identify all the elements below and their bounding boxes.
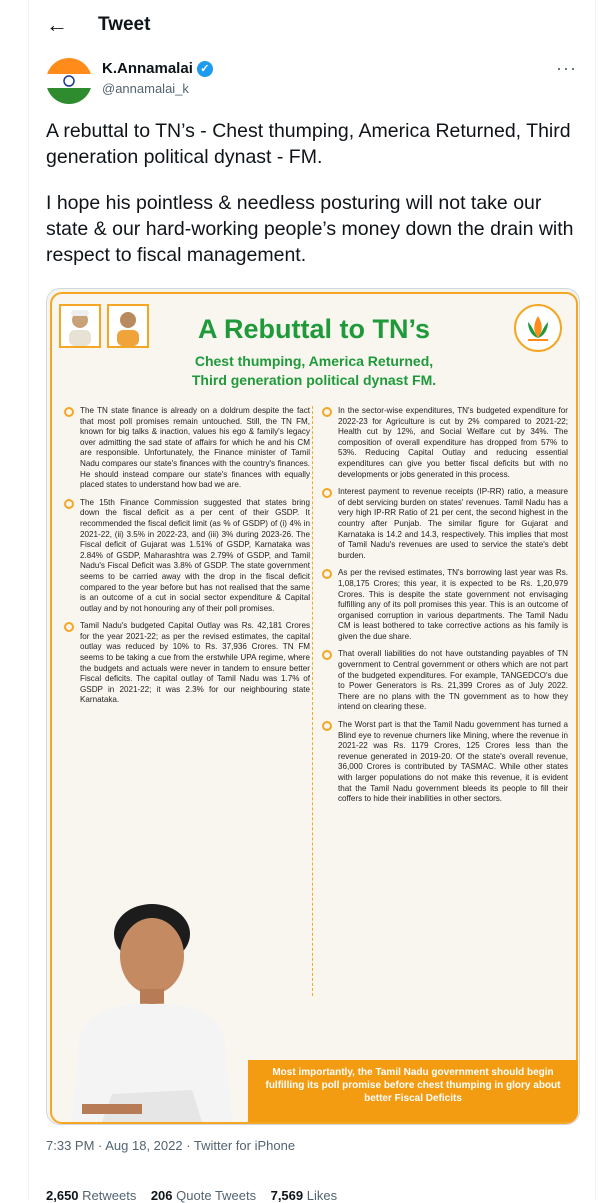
person-photo [52,894,252,1122]
tweet-image[interactable] [46,288,580,1125]
conclusion-banner: Most importantly, the Tamil Nadu government should begin fulfilling its poll promise before chest thumping in glory about better Fiscal Deficits [248,1060,578,1122]
likes-count: 7,569 [270,1188,304,1203]
avatar[interactable] [46,58,92,104]
retweets-stat[interactable] [46,1188,136,1203]
right-column [322,406,568,812]
point-text: In the sector-wise expenditures, TN's budgeted expenditure for 2022-23 for Agriculture is cut by 2% compared to 2021-22; Health cut by 12%, and Social Welfare cut by 34%. The composition of overall expenditure has dropped from 57% to 53%. Reducing Capital Outlay and reducing essential expenditures can give you better fiscal deficits but with no developments or jobs generated in this process. [338,406,568,479]
bullet-circle-icon [322,407,332,417]
quotes-label: Quote Tweets [176,1188,257,1203]
retweets-label: Retweets [82,1188,137,1203]
bullet-circle-icon [64,407,74,417]
tweet-paragraph: A rebuttal to TN’s - Chest thumping, America Returned, Third generation political dynast - FM. [46,120,571,168]
quote-tweets-stat[interactable] [151,1188,256,1203]
author-name[interactable]: K.Annamalai [102,60,193,77]
bullet-circle-icon [64,622,74,632]
flag-avatar-image [46,58,92,104]
quotes-count: 206 [150,1188,173,1203]
point [64,406,310,491]
infographic-subtitle [52,352,576,390]
point [322,487,568,561]
left-column [64,406,310,713]
bullet-circle-icon [322,569,332,579]
point-text: The TN state finance is already on a doldrum despite the fact that most poll promises remain untouched. Still, the TN FM, known for big talks & inaction, values his ego & family's legacy over admitting the sad state of affairs for which he and his CM are responsible. Unfortunately, the Finance minister of Tamil Nadu compares our state's finances with the country's finances. He should instead compare our state's finances with equally placed states to understand how bad we are. [80,406,310,490]
tweet-timestamp[interactable]: 7:33 PM · Aug 18, 2022 · Twitter for iPhone [46,1138,296,1153]
back-arrow-icon[interactable]: ← [46,12,68,37]
point [322,649,568,713]
point-text: That overall liabilities do not have outstanding payables of TN government to Central government or others which are not part of the budgeted expenditures. For example, TANGEDCO's due to Power Generators is Rs. 21,399 Crores as of July 2022. There are no plans with the TN government as to how they intend on clearing these. [338,649,568,712]
top-bar [28,0,594,52]
point-text: As per the revised estimates, TN's borrowing last year was Rs. 1,08,175 Crores; this year, it is expected to be Rs. 1,20,979 Crores. This is despite the state government not envisaging fulfilling any of its poll promises this year. This is an outcome of organised corruption in various departments. The Tamil Nadu CM is least bothered to take corrective actions as his family is given the due share. [338,568,568,641]
point [64,621,310,706]
page-title: Tweet [98,14,151,35]
point-text: Interest payment to revenue receipts (IP-RR) ratio, a measure of debt servicing burden on states' revenues. Tamil Nadu has a very high IP-RR Ratio of 21 per cent, the second highest in the country after Punjab. The similar figure for Gujarat and Karnataka is 14.2 and 14.3, respectively. This implies that most of Tamil Nadu's revenues are used to service the state's debt burden. [338,487,568,560]
infographic-title: A Rebuttal to TN’s [198,314,430,344]
infographic [50,292,578,1124]
bullet-circle-icon [322,488,332,498]
author-handle[interactable]: @annamalai_k [102,81,189,96]
engagement-stats [46,1188,337,1203]
bullet-circle-icon [322,721,332,731]
retweets-count: 2,650 [46,1188,79,1203]
point-text: Tamil Nadu's budgeted Capital Outlay was Rs. 42,181 Crores for the year 2021-22; as per the revised estimates, the capital outlay was reduced by 10% to Rs. 37,936 Crores. TN FM seems to be taking a cue from the erstwhile UPA regime, where the budgets and actuals were never in tandem to ensure better Fiscal deficits. The capital outlay of Tamil Nadu was 1.7% of GSDP in 2021-22; it was 2.3% for our neighbouring state Karnataka. [80,621,310,705]
author-name-row[interactable] [102,60,213,77]
tweet-paragraph: I hope his pointless & needless posturing will not take our state & our hard-working people’s money down the drain with respect to fiscal management. [46,192,574,266]
point [322,568,568,642]
verified-badge-icon: ✓ [197,61,213,77]
likes-label: Likes [306,1188,338,1203]
tweet-body [46,118,578,288]
column-divider [312,406,313,996]
bullet-circle-icon [322,650,332,660]
point-text: The 15th Finance Commission suggested that states bring down the fiscal deficit as a per cent of their GSDP. It recommended the fiscal deficit limit (as % of GSDP) of (i) 4% in 2021-22, (ii) 3.5% in 2022-23, and (iii) 3% during 2023-26. The Fiscal deficit of Gujarat was 1.51% of GSDP, Karnataka was 2.84% of GSDP, Maharashtra was 2.79% of GSDP, and Tamil Nadu's Fiscal Deficit was 3.8% of GSDP. The state government seems to be carried away with the drop in the fiscal deficit compared to the year before but has not realised that the same is an outcome of a cut in social sector expenditure & Capital outlay and by not honouring any of their poll promises. [80,497,310,613]
point [322,720,568,805]
subtitle-line: Chest thumping, America Returned, [194,353,434,369]
point [322,406,568,480]
point-text: The Worst part is that the Tamil Nadu government has turned a Blind eye to revenue churners like Mining, where the revenue in 2021-22 was Rs. 1179 Crores, 125 Crores less than the revenue generated in 2019-20. Of the state's overall revenue, 36,000 Crores is contributed by TASMAC. While other states with larger populations do not make this revenue, it is evident that the Tamil Nadu government bleeds its people to fill their coffers to hide their inabilities in other sectors. [338,720,568,804]
likes-stat[interactable] [271,1188,338,1203]
subtitle-line: Third generation political dynast FM. [191,372,437,388]
more-options-icon[interactable]: ··· [556,58,577,78]
point [64,498,310,615]
bullet-circle-icon [64,499,74,509]
